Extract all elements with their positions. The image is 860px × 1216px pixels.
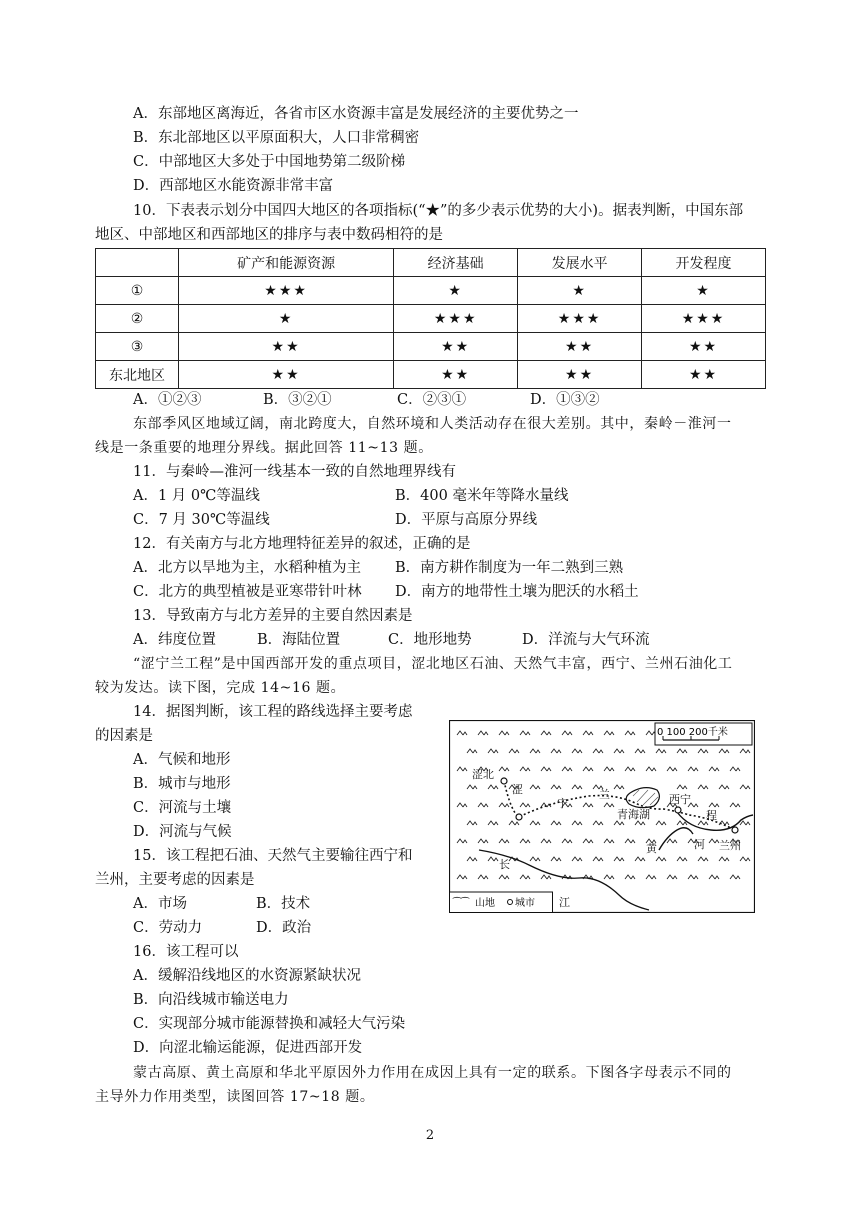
intro-17-18-line1: 蒙古高原、黄土高原和华北平原因外力作用在成因上具有一定的联系。下图各字母表示不同的 (133, 1065, 732, 1081)
intro-17-18-line2: 主导外力作用类型，读图回答 17~18 题。 (95, 1089, 375, 1105)
table-cell: ★★★ (518, 305, 642, 333)
q16-option-a: A．缓解沿线地区的水资源紧缺状况 (133, 968, 361, 984)
q16-option-c: C．实现部分城市能源替换和减轻大气污染 (133, 1016, 406, 1032)
city-sebei-marker (501, 778, 507, 784)
table-row-label: ② (96, 305, 179, 333)
table-header-cell: 开发程度 (642, 249, 766, 277)
q10-option-d: D．①③② (530, 392, 600, 408)
q9-option-a: A．东部地区离海近，各省市区水资源丰富是发展经济的主要优势之一 (133, 106, 579, 122)
intro-14-16-line1: “涩宁兰工程”是中国西部开发的重点项目，涩北地区石油、天然气丰富，西宁、兰州石油化工 (133, 656, 733, 672)
table-cell: ★★ (394, 361, 518, 389)
q12-stem: 12．有关南方与北方地理特征差异的叙述，正确的是 (133, 536, 471, 552)
label-he: 河 (694, 838, 705, 851)
table-row-label: ① (96, 277, 179, 305)
city-xining-marker (675, 807, 681, 813)
q13-option-a: A．纬度位置 (133, 632, 216, 648)
q10-indicator-table (95, 248, 766, 389)
q12-option-d: D．南方的地带性土壤为肥沃的水稻土 (395, 584, 639, 600)
city-legend-icon (508, 900, 513, 905)
table-row-label: 东北地区 (96, 361, 179, 389)
page-number: 2 (425, 1128, 435, 1143)
q12-option-b: B．南方耕作制度为一年二熟到三熟 (395, 560, 624, 576)
q15-stem-line2: 兰州，主要考虑的因素是 (95, 872, 255, 888)
intro-11-13-line2: 线是一条重要的地理分界线。据此回答 11~13 题。 (95, 440, 433, 456)
q15-stem-line1: 15．该工程把石油、天然气主要输往西宁和 (133, 848, 413, 864)
label-lan: 兰 (599, 788, 610, 801)
q12-option-c: C．北方的典型植被是亚寒带针叶林 (133, 584, 362, 600)
q13-stem: 13．导致南方与北方差异的主要自然因素是 (133, 608, 413, 624)
q14-stem-line2: 的因素是 (95, 728, 153, 744)
q9-option-c: C．中部地区大多处于中国地势第二级阶梯 (133, 154, 406, 170)
q16-option-b: B．向沿线城市输送电力 (133, 992, 289, 1008)
table-cell: ★ (642, 277, 766, 305)
q9-option-d: D．西部地区水能资源非常丰富 (133, 178, 334, 194)
table-header-cell: 发展水平 (518, 249, 642, 277)
legend-city: 城市 (515, 898, 535, 909)
table-cell: ★★★ (642, 305, 766, 333)
q11-option-d: D．平原与高原分界线 (395, 512, 538, 528)
city-marker (516, 814, 522, 820)
q10-stem-line1: 10．下表表示划分中国四大地区的各项指标(“★”的多少表示优势的大小)。据表判断，中国东部 (133, 203, 744, 219)
table-cell: ★★★ (394, 305, 518, 333)
q14-option-a: A．气候和地形 (133, 752, 231, 768)
table-cell: ★★ (179, 361, 394, 389)
label-ning: 宁 (557, 797, 568, 810)
mountain-legend-icon: ⁀⁀ (453, 898, 470, 909)
q15-option-c: C．劳动力 (133, 920, 203, 936)
q11-option-b: B．400 毫米年等降水量线 (395, 488, 569, 504)
q10-option-a: A．①②③ (133, 392, 202, 408)
q12-option-a: A．北方以旱地为主，水稻种植为主 (133, 560, 361, 576)
q15-option-d: D．政治 (256, 920, 312, 936)
label-se: 涩 (512, 783, 523, 796)
label-sebei: 涩北 (472, 768, 494, 781)
q15-option-b: B．技术 (256, 896, 311, 912)
q11-stem: 11．与秦岭—淮河一线基本一致的自然地理界线有 (133, 464, 456, 480)
table-cell: ★ (518, 277, 642, 305)
table-cell: ★ (179, 305, 394, 333)
city-lanzhou-marker (732, 827, 738, 833)
q13-option-c: C．地形地势 (388, 632, 472, 648)
intro-14-16-line2: 较为发达。读下图，完成 14~16 题。 (95, 680, 346, 696)
table-row-label: ③ (96, 333, 179, 361)
label-huang: 黄 (646, 842, 657, 855)
q14-option-c: C．河流与土壤 (133, 800, 232, 816)
q10-option-b: B．③②① (263, 392, 332, 408)
q13-option-b: B．海陆位置 (257, 632, 341, 648)
q10-option-c: C．②③① (397, 392, 467, 408)
legend-mountain: 山地 (475, 898, 495, 909)
table-cell: ★★ (518, 333, 642, 361)
label-xining: 西宁 (669, 793, 691, 806)
table-row (96, 277, 766, 305)
q13-option-d: D．洋流与大气环流 (522, 632, 650, 648)
label-lanzhou: 兰州 (719, 839, 741, 852)
q14-option-d: D．河流与气候 (133, 824, 232, 840)
table-header-row (96, 249, 766, 277)
q16-stem: 16．该工程可以 (133, 944, 239, 960)
label-qinghai-lake: 青海湖 (617, 808, 650, 821)
label-jiang: 江 (559, 896, 570, 909)
table-cell: ★★ (642, 361, 766, 389)
q15-option-a: A．市场 (133, 896, 187, 912)
table-cell: ★★ (518, 361, 642, 389)
q14-stem-line1: 14．据图判断，该工程的路线选择主要考虑 (133, 704, 413, 720)
table-row (96, 361, 766, 389)
table-cell: ★★★ (179, 277, 394, 305)
table-row (96, 305, 766, 333)
intro-11-13-line1: 东部季风区地域辽阔，南北跨度大，自然环境和人类活动存在很大差别。其中，秦岭－淮河一 (133, 416, 732, 432)
scale-bar-label: 0 100 200千米 (657, 727, 728, 738)
table-cell: ★★ (394, 333, 518, 361)
table-header-cell (96, 249, 179, 277)
selanning-project-map (449, 720, 755, 913)
table-header-cell: 矿产和能源资源 (179, 249, 394, 277)
label-cheng: 程 (706, 809, 717, 822)
label-chang: 长 (499, 858, 510, 871)
table-header-cell: 经济基础 (394, 249, 518, 277)
table-cell: ★★ (642, 333, 766, 361)
q11-option-a: A．1 月 0℃等温线 (133, 488, 260, 504)
table-row (96, 333, 766, 361)
q11-option-c: C．7 月 30℃等温线 (133, 512, 270, 528)
table-cell: ★★ (179, 333, 394, 361)
q10-stem-line2: 地区、中部地区和西部地区的排序与表中数码相符的是 (95, 227, 443, 243)
q14-option-b: B．城市与地形 (133, 776, 231, 792)
q16-option-d: D．向涩北输运能源，促进西部开发 (133, 1040, 363, 1056)
q9-option-b: B．东北部地区以平原面积大，人口非常稠密 (133, 130, 420, 146)
table-cell: ★ (394, 277, 518, 305)
